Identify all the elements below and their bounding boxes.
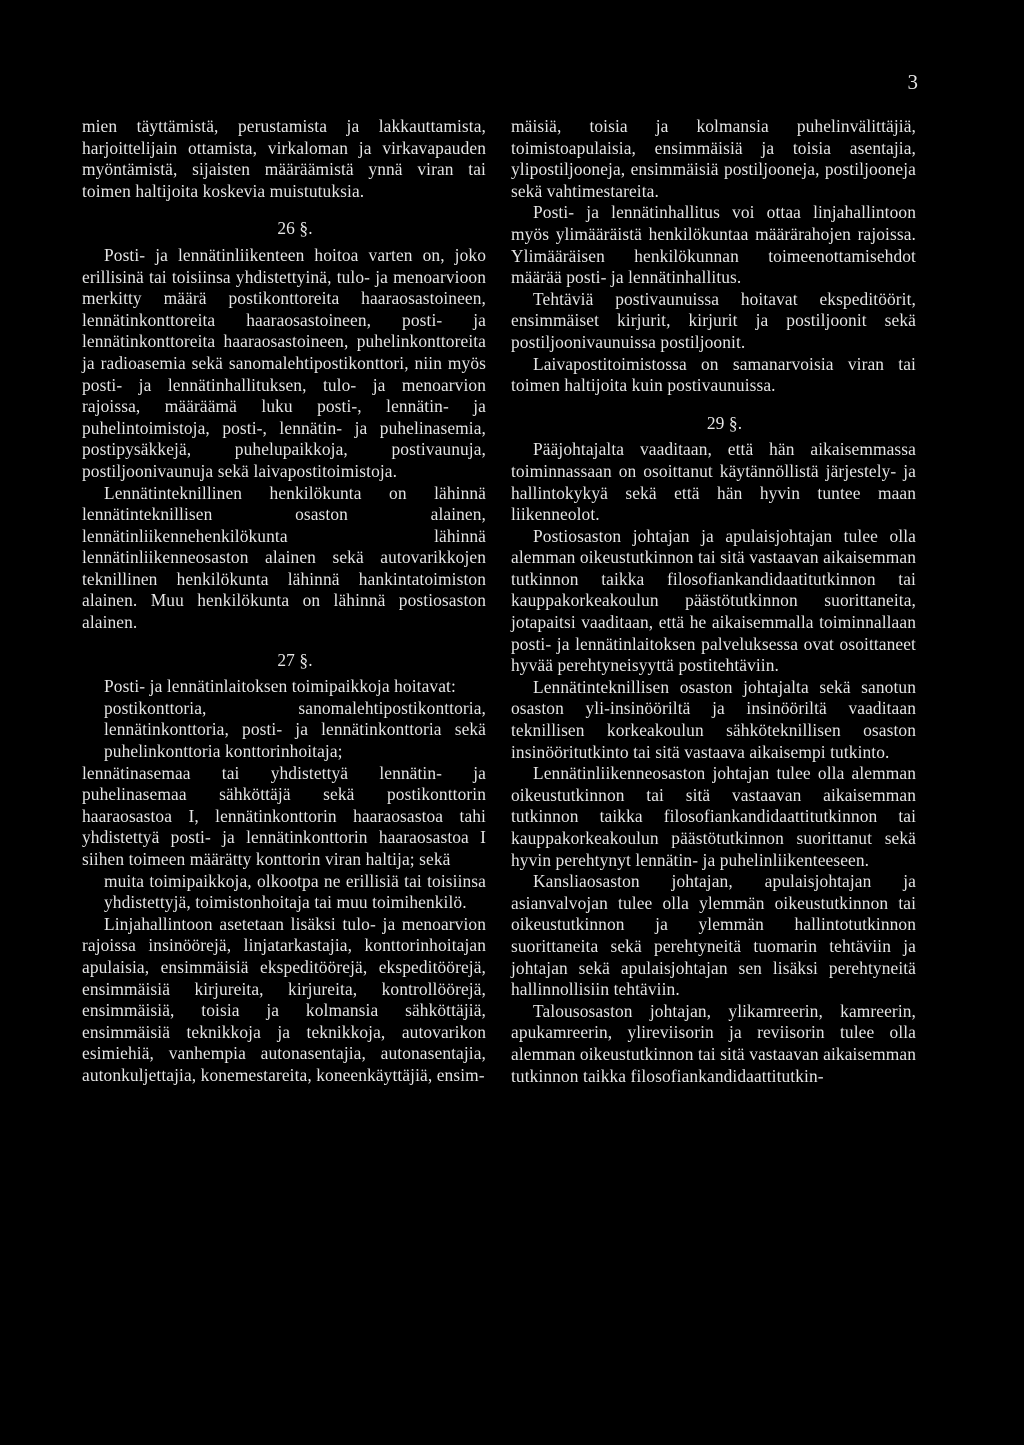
paragraph: Posti- ja lennätinhallitus voi ottaa linjahallintoon myös ylimääräistä henkilökuntaa määrärahojen rajoissa. Ylimääräisen henkilökunnan toimeenottamisehdot määrää posti- ja lennätinhallitus. (511, 202, 916, 288)
page-number: 3 (907, 70, 918, 94)
paragraph: Laivapostitoimistossa on samanarvoisia viran tai toimen haltijoita kuin postivaunuissa. (511, 353, 916, 396)
paragraph: Posti- ja lennätinlaitoksen toimipaikkoja hoitavat: (104, 676, 456, 697)
right-column (511, 116, 916, 1087)
paragraph: Postiosaston johtajan ja apulaisjohtajan tulee olla alemman oikeustutkinnon tai sitä vastaavan aikaisemman tutkinnon taikka filosofiankandidaatitutkinnon tai kauppakorkeakoulun päästötutkinnon suorittaneita, jotapaitsi vaaditaan, että he aikaisemmalla toiminnallaan posti- ja lennätinlaitoksen palveluksessa ovat osoittaneet hyvää perehtyneisyyttä postitehtäviin. (511, 525, 916, 676)
left-column (82, 116, 486, 1087)
paragraph: Lennätinliikenneosaston johtajan tulee olla alemman oikeustutkinnon tai sitä vastaavan aikaisemman tutkinnon taikka filosofiankandidaattitutkinnon tai kauppakorkeakoulun päästötutkinnon suorittanut sekä hyvin perehtynyt lennätin- ja puhelinliikenteeseen. (511, 763, 916, 870)
paragraph: Lennätinteknillisen osaston johtajalta sekä sanotun osaston yli-insinööriltä ja insinööriltä vaaditaan teknillisen korkeakoulun sähköteknillisen osaston insinööritutkinto tai sitä vastaava aikaisempi tutkinto. (511, 676, 916, 762)
paragraph: Kansliaosaston johtajan, apulaisjohtajan ja asianvalvojan tulee olla ylemmän oikeustutkinnon tai oikeustutkinnon ja ylemmän hallintotutkinnon suorittaneita sekä perehtyneitä tuomarin tehtäviin ja johtajan sekä apulaisjohtajan sen lisäksi perehtyneitä hallinnollisiin tehtäviin. (511, 871, 916, 1000)
paragraph: Talousosaston johtajan, ylikamreerin, kamreerin, apukamreerin, ylireviisorin ja reviisorin tulee olla alemman oikeustutkinnon tai sitä vastaavan aikaisemman tutkinnon taikka filosofiankandidaattitutkin- (511, 1000, 916, 1086)
list-item: postikonttoria, sanomalehtipostikonttoria, lennätinkonttoria, posti- ja lennätinkonttoria sekä puhelinkonttoria konttorinhoitaja; (104, 697, 486, 762)
section-heading-26: 26 §. (277, 218, 313, 239)
paragraph: Tehtäviä postivaunuissa hoitavat ekspeditöörit, ensimmäiset kirjurit, kirjurit ja postiljoonit sekä postiljoonivaunuissa postiljoonit. (511, 288, 916, 352)
paragraph: Posti- ja lennätinliikenteen hoitoa varten on, joko erillisinä tai toisiinsa yhdistettyinä, tulo- ja menoarvioon merkitty määrä postikonttoreita haaraosastoineen, lennätinkonttoreita haaraosastoineen, posti- ja lennätinkonttoreita haaraosastoineen, puhelinkonttoreita ja radioasemia sekä sanomalehtipostikonttori, niin myös posti- ja lennätinhallituksen, tulo- ja menoarvion rajoissa, määräämä luku posti-, lennätin- ja puhelintoimistoja, posti-, lennätin- ja puhelinasemia, postipysäkkejä, puhelupaikkoja, postivaunuja, postiljoonivaunuja sekä laivapostitoimistoja. (82, 244, 486, 481)
section-heading-27: 27 §. (277, 649, 313, 670)
paragraph: mäisiä, toisia ja kolmansia puhelinvälittäjiä, toimistoapulaisia, ensimmäisiä ja toisia asentajia, ylipostiljooneja, ensimmäisiä postiljooneja, postiljooneja sekä vahtimestareita. (511, 116, 916, 201)
list-item: muita toimipaikkoja, olkootpa ne erillisiä tai toisiinsa yhdistettyjä, toimistonhoitaja tai muu toimihenkilö. (104, 870, 486, 913)
list-item: lennätinasemaa tai yhdistettyä lennätin- ja puhelinasemaa sähköttäjä sekä postikonttorin haaraosastoa I, lennätinkonttorin haaraosastoa tahi yhdistettyä posti- ja lennätinkonttorin haaraosastoa I siihen toimeen määrätty konttorin viran haltija; sekä (82, 762, 486, 869)
paragraph: Lennätinteknillinen henkilökunta on lähinnä lennätinteknillisen osaston alainen, lennätinliikennehenkilökunta lähinnä lennätinliikenneosaston alainen sekä autovarikkojen teknillinen henkilökunta lähinnä hankintatoimiston alainen. Muu henkilökunta on lähinnä postiosaston alainen. (82, 482, 486, 633)
paragraph: mien täyttämistä, perustamista ja lakkauttamista, harjoittelijain ottamista, virkaloman ja virkavapauden myöntämistä, sijaisten määräämistä ynnä viran tai toimen haltijoita koskevia muistutuksia. (82, 116, 486, 201)
paragraph: Linjahallintoon asetetaan lisäksi tulo- ja menoarvion rajoissa insinöörejä, linjatarkastajia, konttorinhoitajan apulaisia, ensimmäisiä ekspeditöörejä, ekspeditöörejä, ensimmäisiä kirjureita, kirjureita, kontrollöörejä, ensimmäisiä, toisia ja kolmansia sähköttäjiä, ensimmäisiä teknikkoja ja teknikkoja, autovarikon esimiehiä, vanhempia autonasentajia, autonasentajia, autonkuljettajia, konemestareita, koneenkäyttäjiä, ensim- (82, 913, 486, 1085)
paragraph: Pääjohtajalta vaaditaan, että hän aikaisemmassa toiminnassaan on osoittanut käytännöllistä järjestely- ja hallintokykyä sekä että hän hyvin tuntee maan liikenneolot. (511, 439, 916, 525)
section-heading-29: 29 §. (706, 412, 743, 433)
